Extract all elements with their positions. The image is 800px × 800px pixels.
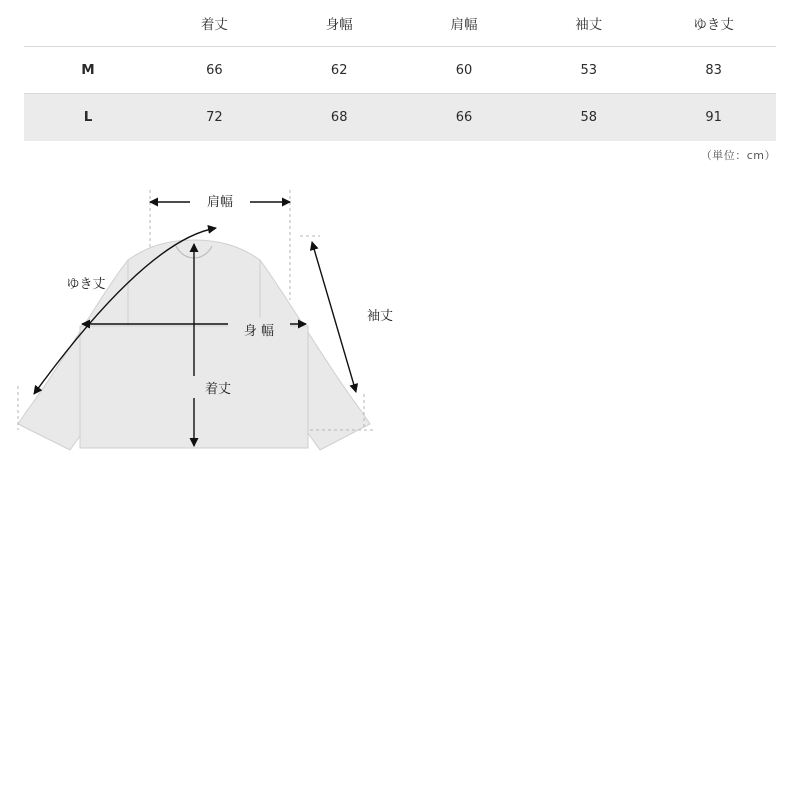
cell-sleeve: 58 (526, 94, 651, 141)
column-header-shoulder: 肩幅 (402, 0, 527, 47)
cell-shoulder: 60 (402, 47, 527, 94)
column-header-size (24, 0, 152, 47)
size-table-body (24, 47, 776, 141)
cell-yuki: 83 (651, 47, 776, 94)
table-header-row (24, 0, 776, 47)
table-row (24, 47, 776, 94)
row-size-label: M (24, 47, 152, 94)
label-chest: 身 幅 (243, 324, 275, 339)
label-yuki: ゆき丈 (66, 277, 106, 292)
cell-sleeve: 53 (526, 47, 651, 94)
column-header-chest: 身幅 (277, 0, 402, 47)
cell-chest: 62 (277, 47, 402, 94)
garment-diagram (8, 180, 468, 500)
table-row (24, 94, 776, 141)
column-header-length: 着丈 (152, 0, 277, 47)
size-table-head (24, 0, 776, 47)
shoulder-measure-arrow (150, 192, 290, 212)
label-sleeve: 袖丈 (366, 309, 394, 324)
garment-diagram-svg (8, 180, 468, 500)
cell-length: 72 (152, 94, 277, 141)
label-length: 着丈 (204, 382, 232, 397)
cell-length: 66 (152, 47, 277, 94)
column-header-yuki: ゆき丈 (651, 0, 776, 47)
cell-yuki: 91 (651, 94, 776, 141)
size-table (24, 0, 776, 141)
label-shoulder: 肩幅 (206, 195, 234, 210)
row-size-label: L (24, 94, 152, 141)
cell-shoulder: 66 (402, 94, 527, 141)
column-header-sleeve: 袖丈 (526, 0, 651, 47)
cell-chest: 68 (277, 94, 402, 141)
unit-note: （単位：cm） (700, 149, 776, 162)
